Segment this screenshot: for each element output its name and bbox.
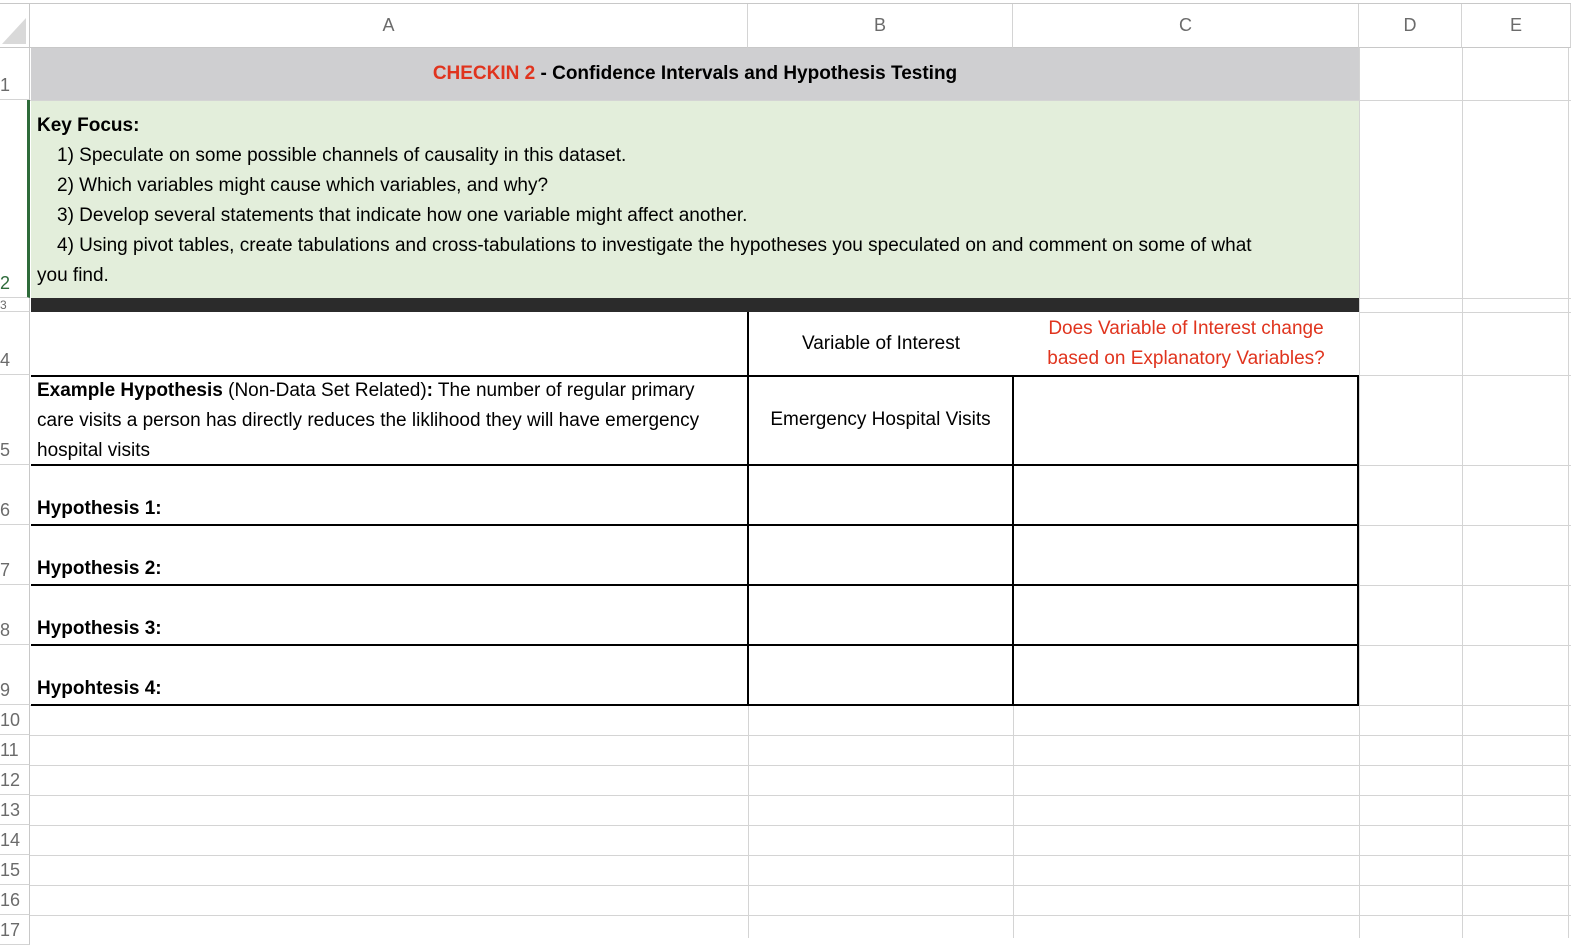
hypothesis-4-cell[interactable]: Hypohtesis 4: xyxy=(37,678,162,699)
key-focus-item-4: 4) Using pivot tables, create tabulations and cross-tabulations to investigate the hypotheses you speculated on and comment on some of what xyxy=(57,235,1252,256)
hypothesis-3-cell[interactable]: Hypothesis 3: xyxy=(37,618,162,639)
example-text-1: The number of regular primary xyxy=(433,380,695,401)
hypothesis-1-cell[interactable]: Hypothesis 1: xyxy=(37,498,162,519)
key-focus-heading: Key Focus: xyxy=(37,115,140,136)
row-header-12[interactable]: 12 xyxy=(0,765,30,795)
example-line-2: care visits a person has directly reduces the liklihood they will have emergency xyxy=(37,410,700,431)
example-hypothesis-cell[interactable] xyxy=(31,376,747,464)
title-cell[interactable] xyxy=(31,48,1359,100)
row-header-17[interactable]: 17 xyxy=(0,915,30,945)
row-header-2[interactable]: 2 xyxy=(0,100,30,298)
key-focus-item-4-wrap: you find. xyxy=(37,265,109,286)
row-header-8[interactable]: 8 xyxy=(0,585,30,645)
header-does-variable-change[interactable] xyxy=(1013,312,1359,375)
row-header-7[interactable]: 7 xyxy=(0,525,30,585)
column-header-b[interactable]: B xyxy=(748,4,1013,48)
example-non-data-label: (Non-Data Set Related) xyxy=(222,380,427,401)
example-bold-label: Example Hypothesis xyxy=(37,380,223,401)
select-all-corner[interactable] xyxy=(0,4,30,48)
row-header-11[interactable]: 11 xyxy=(0,735,30,765)
title-checkin-label: CHECKIN 2 xyxy=(432,63,536,84)
hypothesis-4-change-cell[interactable] xyxy=(1014,646,1357,704)
row-header-5[interactable]: 5 xyxy=(0,375,30,465)
separator-bar xyxy=(31,298,1359,312)
header-variable-of-interest[interactable]: Variable of Interest xyxy=(748,312,1013,375)
hypothesis-1-change-cell[interactable] xyxy=(1014,466,1357,524)
row-header-3[interactable]: 3 xyxy=(0,298,30,312)
row-header-16[interactable]: 16 xyxy=(0,885,30,915)
hypothesis-4-variable-cell[interactable] xyxy=(749,646,1012,704)
hypothesis-3-change-cell[interactable] xyxy=(1014,586,1357,644)
header-c-line-2: based on Explanatory Variables? xyxy=(1047,348,1325,369)
row-header-1[interactable]: 1 xyxy=(0,48,30,100)
example-line-3: hospital visits xyxy=(37,440,150,461)
header-c-line-1: Does Variable of Interest change xyxy=(1048,318,1324,339)
column-header-a[interactable]: A xyxy=(30,4,748,48)
column-header-c[interactable]: C xyxy=(1013,4,1359,48)
column-header-d[interactable]: D xyxy=(1359,4,1462,48)
row-header-15[interactable]: 15 xyxy=(0,855,30,885)
row-header-9[interactable]: 9 xyxy=(0,645,30,705)
row-header-4[interactable]: 4 xyxy=(0,312,30,375)
key-focus-item-1: 1) Speculate on some possible channels of causality in this dataset. xyxy=(57,145,627,166)
hypothesis-1-variable-cell[interactable] xyxy=(749,466,1012,524)
example-change-cell[interactable] xyxy=(1014,376,1357,464)
title-text: - Confidence Intervals and Hypothesis Testing xyxy=(535,63,958,84)
key-focus-item-3: 3) Develop several statements that indicate how one variable might affect another. xyxy=(57,205,748,226)
key-focus-cell[interactable] xyxy=(31,101,1359,298)
key-focus-item-2: 2) Which variables might cause which variables, and why? xyxy=(57,175,549,196)
hypothesis-2-variable-cell[interactable] xyxy=(749,526,1012,584)
example-line-1 xyxy=(37,376,741,406)
example-variable-cell[interactable]: Emergency Hospital Visits xyxy=(770,409,991,430)
select-all-triangle-icon xyxy=(0,4,30,48)
hypothesis-3-variable-cell[interactable] xyxy=(749,586,1012,644)
row-header-10[interactable]: 10 xyxy=(0,705,30,735)
row-header-13[interactable]: 13 xyxy=(0,795,30,825)
row-header-14[interactable]: 14 xyxy=(0,825,30,855)
hypothesis-2-change-cell[interactable] xyxy=(1014,526,1357,584)
hypothesis-2-cell[interactable]: Hypothesis 2: xyxy=(37,558,162,579)
column-header-e[interactable]: E xyxy=(1462,4,1571,48)
row-header-6[interactable]: 6 xyxy=(0,465,30,525)
example-colon: : xyxy=(426,380,433,401)
